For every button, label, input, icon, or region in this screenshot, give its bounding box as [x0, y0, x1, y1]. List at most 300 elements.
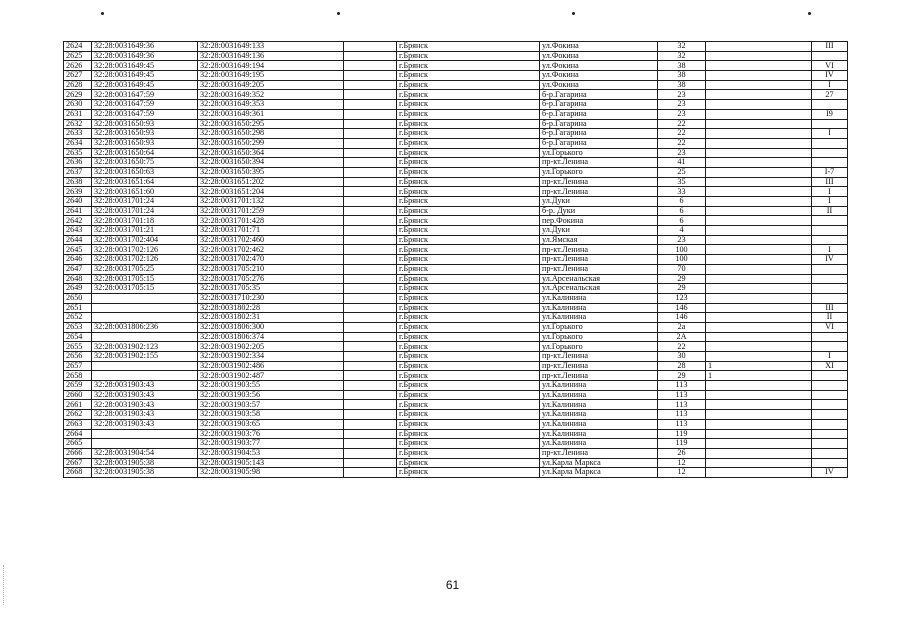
apartment-cell: [706, 400, 812, 410]
house-number-cell: 22: [658, 129, 706, 139]
parcel-cadastral-number: [92, 371, 198, 381]
object-cadastral-number: 32:28:0031802:28: [198, 303, 344, 313]
row-number: 2652: [64, 313, 92, 323]
room-cell: VI: [812, 322, 848, 332]
parcel-cadastral-number: 32:28:0031651:60: [92, 187, 198, 197]
apartment-cell: [706, 468, 812, 478]
object-cadastral-number: 32:28:0031650:364: [198, 148, 344, 158]
table-row: [64, 197, 848, 207]
apartment-cell: [706, 274, 812, 284]
city-cell: г.Брянск: [397, 42, 540, 52]
parcel-cadastral-number: 32:28:0031701:24: [92, 197, 198, 207]
empty-cell: [344, 313, 397, 323]
city-cell: г.Брянск: [397, 284, 540, 294]
room-cell: I9: [812, 109, 848, 119]
street-cell: ул.Калинина: [540, 410, 658, 420]
city-cell: г.Брянск: [397, 177, 540, 187]
city-cell: г.Брянск: [397, 167, 540, 177]
city-cell: г.Брянск: [397, 158, 540, 168]
room-cell: I-7: [812, 167, 848, 177]
apartment-cell: [706, 119, 812, 129]
empty-cell: [344, 148, 397, 158]
city-cell: г.Брянск: [397, 400, 540, 410]
room-cell: [812, 148, 848, 158]
object-cadastral-number: 32:28:0031651:202: [198, 177, 344, 187]
street-cell: ул.Калинина: [540, 429, 658, 439]
object-cadastral-number: 32:28:0031701:132: [198, 197, 344, 207]
object-cadastral-number: 32:28:0031701:71: [198, 226, 344, 236]
parcel-cadastral-number: 32:28:0031701:24: [92, 206, 198, 216]
house-number-cell: 146: [658, 303, 706, 313]
row-number: 2641: [64, 206, 92, 216]
table-row: [64, 274, 848, 284]
house-number-cell: 28: [658, 361, 706, 371]
parcel-cadastral-number: [92, 313, 198, 323]
row-number: 2660: [64, 390, 92, 400]
empty-cell: [344, 274, 397, 284]
street-cell: ул.Арсенальская: [540, 274, 658, 284]
row-number: 2631: [64, 109, 92, 119]
empty-cell: [344, 371, 397, 381]
empty-cell: [344, 226, 397, 236]
house-number-cell: 26: [658, 448, 706, 458]
street-cell: пр-кт.Ленина: [540, 245, 658, 255]
parcel-cadastral-number: 32:28:0031649:45: [92, 71, 198, 81]
apartment-cell: [706, 410, 812, 420]
city-cell: г.Брянск: [397, 109, 540, 119]
object-cadastral-number: 32:28:0031806:300: [198, 322, 344, 332]
parcel-cadastral-number: 32:28:0031647:59: [92, 109, 198, 119]
empty-cell: [344, 42, 397, 52]
empty-cell: [344, 51, 397, 61]
row-number: 2656: [64, 352, 92, 362]
parcel-cadastral-number: 32:28:0031702:126: [92, 255, 198, 265]
object-cadastral-number: 32:28:0031649:133: [198, 42, 344, 52]
row-number: 2665: [64, 439, 92, 449]
room-cell: [812, 216, 848, 226]
row-number: 2650: [64, 293, 92, 303]
empty-cell: [344, 293, 397, 303]
object-cadastral-number: 32:28:0031650:299: [198, 138, 344, 148]
object-cadastral-number: 32:28:0031649:361: [198, 109, 344, 119]
parcel-cadastral-number: 32:28:0031649:45: [92, 61, 198, 71]
street-cell: ул.Калинина: [540, 293, 658, 303]
parcel-cadastral-number: [92, 439, 198, 449]
apartment-cell: [706, 197, 812, 207]
row-number: 2627: [64, 71, 92, 81]
apartment-cell: [706, 245, 812, 255]
table-row: [64, 119, 848, 129]
house-number-cell: 70: [658, 264, 706, 274]
room-cell: III: [812, 177, 848, 187]
house-number-cell: 38: [658, 80, 706, 90]
table-row: [64, 352, 848, 362]
row-number: 2630: [64, 100, 92, 110]
house-number-cell: 22: [658, 119, 706, 129]
city-cell: г.Брянск: [397, 245, 540, 255]
street-cell: б-р.Гагарина: [540, 90, 658, 100]
city-cell: г.Брянск: [397, 138, 540, 148]
scan-dot: [808, 12, 811, 15]
table-row: [64, 61, 848, 71]
table-row: [64, 129, 848, 139]
object-cadastral-number: 32:28:0031649:136: [198, 51, 344, 61]
room-cell: [812, 419, 848, 429]
street-cell: ул.Калинина: [540, 400, 658, 410]
empty-cell: [344, 80, 397, 90]
house-number-cell: 6: [658, 216, 706, 226]
street-cell: б-р. Дуки: [540, 206, 658, 216]
row-number: 2646: [64, 255, 92, 265]
parcel-cadastral-number: 32:28:0031651:64: [92, 177, 198, 187]
row-number: 2647: [64, 264, 92, 274]
object-cadastral-number: 32:28:0031701:259: [198, 206, 344, 216]
house-number-cell: 6: [658, 197, 706, 207]
empty-cell: [344, 468, 397, 478]
parcel-cadastral-number: 32:28:0031905:38: [92, 468, 198, 478]
street-cell: ул.Калинина: [540, 381, 658, 391]
apartment-cell: [706, 255, 812, 265]
parcel-cadastral-number: 32:28:0031705:15: [92, 284, 198, 294]
apartment-cell: [706, 448, 812, 458]
empty-cell: [344, 264, 397, 274]
empty-cell: [344, 361, 397, 371]
empty-cell: [344, 187, 397, 197]
row-number: 2668: [64, 468, 92, 478]
apartment-cell: [706, 100, 812, 110]
street-cell: ул.Фокина: [540, 71, 658, 81]
city-cell: г.Брянск: [397, 274, 540, 284]
table-row: [64, 458, 848, 468]
city-cell: г.Брянск: [397, 342, 540, 352]
row-number: 2661: [64, 400, 92, 410]
object-cadastral-number: 32:28:0031702:470: [198, 255, 344, 265]
city-cell: г.Брянск: [397, 51, 540, 61]
parcel-cadastral-number: [92, 303, 198, 313]
parcel-cadastral-number: 32:28:0031903:43: [92, 410, 198, 420]
street-cell: ул.Фокина: [540, 42, 658, 52]
room-cell: [812, 274, 848, 284]
object-cadastral-number: 32:28:0031702:462: [198, 245, 344, 255]
empty-cell: [344, 71, 397, 81]
apartment-cell: [706, 439, 812, 449]
table-row: [64, 177, 848, 187]
parcel-cadastral-number: 32:28:0031903:43: [92, 400, 198, 410]
apartment-cell: [706, 429, 812, 439]
table-row: [64, 439, 848, 449]
empty-cell: [344, 61, 397, 71]
apartment-cell: [706, 381, 812, 391]
city-cell: г.Брянск: [397, 293, 540, 303]
street-cell: б-р.Гагарина: [540, 100, 658, 110]
register-rows: [64, 42, 848, 478]
object-cadastral-number: 32:28:0031702:460: [198, 235, 344, 245]
city-cell: г.Брянск: [397, 148, 540, 158]
house-number-cell: 113: [658, 410, 706, 420]
parcel-cadastral-number: 32:28:0031650:75: [92, 158, 198, 168]
house-number-cell: 146: [658, 313, 706, 323]
empty-cell: [344, 216, 397, 226]
city-cell: г.Брянск: [397, 197, 540, 207]
parcel-cadastral-number: 32:28:0031705:25: [92, 264, 198, 274]
empty-cell: [344, 332, 397, 342]
apartment-cell: [706, 90, 812, 100]
parcel-cadastral-number: 32:28:0031904:54: [92, 448, 198, 458]
house-number-cell: 22: [658, 138, 706, 148]
room-cell: [812, 381, 848, 391]
parcel-cadastral-number: 32:28:0031650:93: [92, 138, 198, 148]
street-cell: б-р.Гагарина: [540, 119, 658, 129]
object-cadastral-number: 32:28:0031650:395: [198, 167, 344, 177]
street-cell: ул.Калинина: [540, 419, 658, 429]
object-cadastral-number: 32:28:0031905:98: [198, 468, 344, 478]
room-cell: I: [812, 187, 848, 197]
room-cell: III: [812, 42, 848, 52]
empty-cell: [344, 458, 397, 468]
city-cell: г.Брянск: [397, 255, 540, 265]
room-cell: [812, 448, 848, 458]
row-number: 2642: [64, 216, 92, 226]
house-number-cell: 41: [658, 158, 706, 168]
object-cadastral-number: 32:28:0031649:352: [198, 90, 344, 100]
table-row: [64, 109, 848, 119]
apartment-cell: [706, 293, 812, 303]
apartment-cell: [706, 148, 812, 158]
property-register-table: [63, 41, 848, 478]
table-row: [64, 80, 848, 90]
row-number: 2654: [64, 332, 92, 342]
object-cadastral-number: 32:28:0031903:65: [198, 419, 344, 429]
room-cell: [812, 51, 848, 61]
apartment-cell: [706, 109, 812, 119]
house-number-cell: 113: [658, 419, 706, 429]
empty-cell: [344, 90, 397, 100]
object-cadastral-number: 32:28:0031649:195: [198, 71, 344, 81]
house-number-cell: 25: [658, 167, 706, 177]
apartment-cell: [706, 42, 812, 52]
empty-cell: [344, 206, 397, 216]
house-number-cell: 4: [658, 226, 706, 236]
room-cell: [812, 235, 848, 245]
parcel-cadastral-number: 32:28:0031905:38: [92, 458, 198, 468]
table-row: [64, 361, 848, 371]
table-row: [64, 235, 848, 245]
table-row: [64, 400, 848, 410]
object-cadastral-number: 32:28:0031902:486: [198, 361, 344, 371]
room-cell: II: [812, 206, 848, 216]
empty-cell: [344, 342, 397, 352]
row-number: 2626: [64, 61, 92, 71]
row-number: 2648: [64, 274, 92, 284]
street-cell: пер.Фокина: [540, 216, 658, 226]
scan-dot: [101, 12, 104, 15]
house-number-cell: 123: [658, 293, 706, 303]
object-cadastral-number: 32:28:0031904:53: [198, 448, 344, 458]
apartment-cell: [706, 390, 812, 400]
table-row: [64, 100, 848, 110]
empty-cell: [344, 410, 397, 420]
street-cell: ул.Калинина: [540, 313, 658, 323]
row-number: 2653: [64, 322, 92, 332]
room-cell: [812, 138, 848, 148]
room-cell: [812, 332, 848, 342]
parcel-cadastral-number: 32:28:0031902:155: [92, 352, 198, 362]
object-cadastral-number: 32:28:0031806:374: [198, 332, 344, 342]
street-cell: ул.Горького: [540, 148, 658, 158]
house-number-cell: 29: [658, 284, 706, 294]
parcel-cadastral-number: 32:28:0031701:21: [92, 226, 198, 236]
parcel-cadastral-number: 32:28:0031902:123: [92, 342, 198, 352]
table-row: [64, 71, 848, 81]
empty-cell: [344, 419, 397, 429]
apartment-cell: [706, 177, 812, 187]
parcel-cadastral-number: 32:28:0031650:64: [92, 148, 198, 158]
apartment-cell: [706, 226, 812, 236]
street-cell: пр-кт.Ленина: [540, 177, 658, 187]
object-cadastral-number: 32:28:0031650:394: [198, 158, 344, 168]
room-cell: I: [812, 80, 848, 90]
empty-cell: [344, 303, 397, 313]
street-cell: ул.Горького: [540, 342, 658, 352]
city-cell: г.Брянск: [397, 313, 540, 323]
house-number-cell: 35: [658, 177, 706, 187]
city-cell: г.Брянск: [397, 410, 540, 420]
object-cadastral-number: 32:28:0031902:205: [198, 342, 344, 352]
apartment-cell: [706, 235, 812, 245]
parcel-cadastral-number: 32:28:0031702:404: [92, 235, 198, 245]
room-cell: I: [812, 197, 848, 207]
table-row: [64, 303, 848, 313]
house-number-cell: 2а: [658, 322, 706, 332]
parcel-cadastral-number: 32:28:0031649:45: [92, 80, 198, 90]
room-cell: [812, 371, 848, 381]
object-cadastral-number: 32:28:0031649:353: [198, 100, 344, 110]
house-number-cell: 23: [658, 100, 706, 110]
empty-cell: [344, 129, 397, 139]
table-row: [64, 342, 848, 352]
apartment-cell: [706, 71, 812, 81]
house-number-cell: 30: [658, 352, 706, 362]
row-number: 2636: [64, 158, 92, 168]
scan-dot: [572, 12, 575, 15]
city-cell: г.Брянск: [397, 361, 540, 371]
row-number: 2629: [64, 90, 92, 100]
apartment-cell: [706, 61, 812, 71]
object-cadastral-number: 32:28:0031705:276: [198, 274, 344, 284]
room-cell: [812, 226, 848, 236]
house-number-cell: 100: [658, 255, 706, 265]
table-row: [64, 51, 848, 61]
street-cell: ул.Калинина: [540, 439, 658, 449]
object-cadastral-number: 32:28:0031650:295: [198, 119, 344, 129]
table-row: [64, 167, 848, 177]
city-cell: г.Брянск: [397, 332, 540, 342]
room-cell: 27: [812, 90, 848, 100]
city-cell: г.Брянск: [397, 206, 540, 216]
city-cell: г.Брянск: [397, 129, 540, 139]
street-cell: ул.Арсенальская: [540, 284, 658, 294]
room-cell: [812, 439, 848, 449]
object-cadastral-number: 32:28:0031649:205: [198, 80, 344, 90]
table-row: [64, 293, 848, 303]
row-number: 2633: [64, 129, 92, 139]
street-cell: пр-кт.Ленина: [540, 255, 658, 265]
street-cell: ул.Калинина: [540, 303, 658, 313]
city-cell: г.Брянск: [397, 448, 540, 458]
apartment-cell: [706, 313, 812, 323]
city-cell: г.Брянск: [397, 119, 540, 129]
row-number: 2637: [64, 167, 92, 177]
row-number: 2640: [64, 197, 92, 207]
house-number-cell: 2А: [658, 332, 706, 342]
empty-cell: [344, 284, 397, 294]
empty-cell: [344, 255, 397, 265]
apartment-cell: [706, 167, 812, 177]
street-cell: б-р.Гагарина: [540, 109, 658, 119]
house-number-cell: 12: [658, 458, 706, 468]
row-number: 2662: [64, 410, 92, 420]
table-row: [64, 284, 848, 294]
house-number-cell: 23: [658, 109, 706, 119]
object-cadastral-number: 32:28:0031905:143: [198, 458, 344, 468]
parcel-cadastral-number: 32:28:0031903:43: [92, 390, 198, 400]
room-cell: [812, 400, 848, 410]
object-cadastral-number: 32:28:0031902:334: [198, 352, 344, 362]
empty-cell: [344, 177, 397, 187]
city-cell: г.Брянск: [397, 322, 540, 332]
row-number: 2657: [64, 361, 92, 371]
row-number: 2651: [64, 303, 92, 313]
table-row: [64, 448, 848, 458]
row-number: 2624: [64, 42, 92, 52]
row-number: 2635: [64, 148, 92, 158]
room-cell: VI: [812, 61, 848, 71]
room-cell: [812, 410, 848, 420]
room-cell: [812, 429, 848, 439]
house-number-cell: 23: [658, 235, 706, 245]
house-number-cell: 38: [658, 71, 706, 81]
parcel-cadastral-number: 32:28:0031903:43: [92, 419, 198, 429]
city-cell: г.Брянск: [397, 352, 540, 362]
city-cell: г.Брянск: [397, 429, 540, 439]
parcel-cadastral-number: 32:28:0031649:36: [92, 51, 198, 61]
object-cadastral-number: 32:28:0031902:487: [198, 371, 344, 381]
city-cell: г.Брянск: [397, 439, 540, 449]
empty-cell: [344, 100, 397, 110]
city-cell: г.Брянск: [397, 235, 540, 245]
apartment-cell: [706, 352, 812, 362]
parcel-cadastral-number: 32:28:0031649:36: [92, 42, 198, 52]
apartment-cell: [706, 138, 812, 148]
house-number-cell: 113: [658, 390, 706, 400]
room-cell: [812, 390, 848, 400]
row-number: 2667: [64, 458, 92, 468]
table-row: [64, 332, 848, 342]
empty-cell: [344, 390, 397, 400]
parcel-cadastral-number: [92, 332, 198, 342]
apartment-cell: [706, 206, 812, 216]
table-row: [64, 429, 848, 439]
empty-cell: [344, 235, 397, 245]
city-cell: г.Брянск: [397, 390, 540, 400]
table-row: [64, 226, 848, 236]
house-number-cell: 32: [658, 51, 706, 61]
street-cell: ул.Фокина: [540, 51, 658, 61]
row-number: 2628: [64, 80, 92, 90]
empty-cell: [344, 245, 397, 255]
street-cell: пр-кт.Ленина: [540, 264, 658, 274]
parcel-cadastral-number: 32:28:0031647:59: [92, 100, 198, 110]
